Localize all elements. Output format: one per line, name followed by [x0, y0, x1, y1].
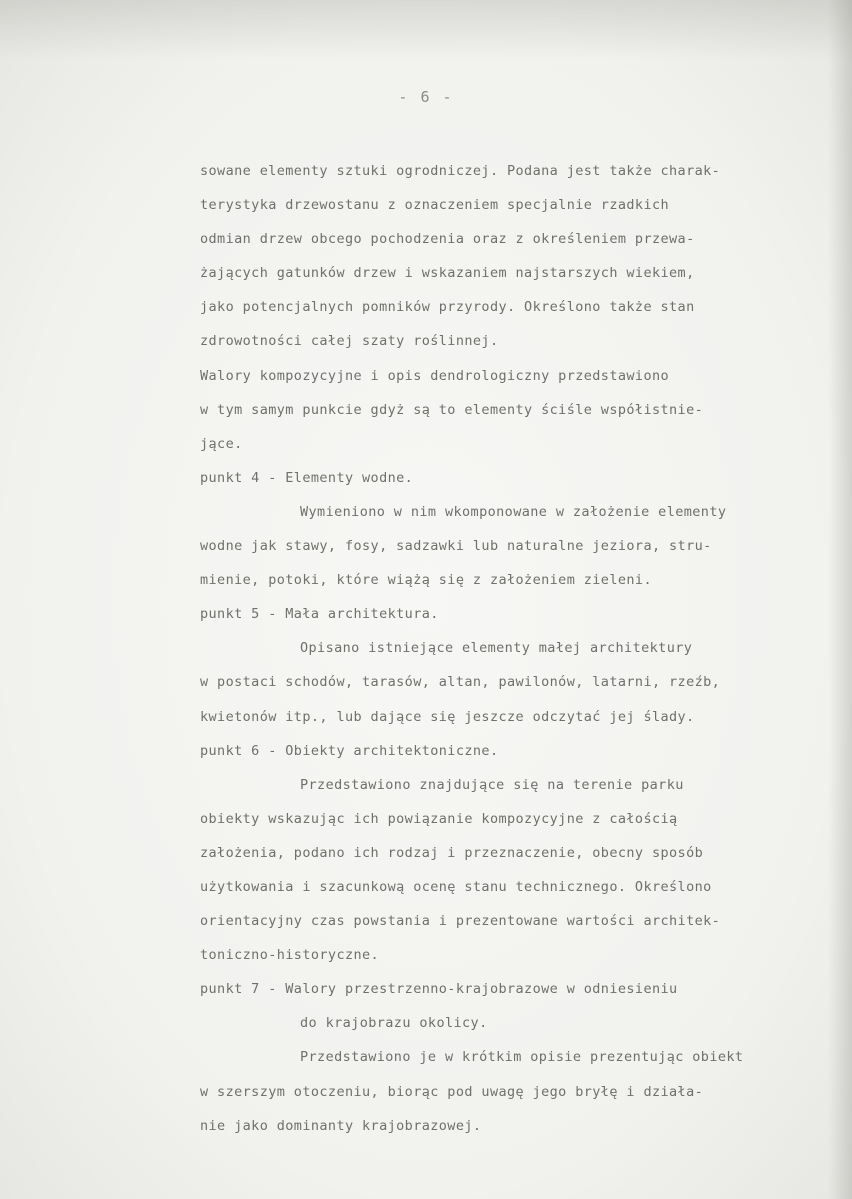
text-line: Przedstawiono je w krótkim opisie prezentując obiekt: [300, 1049, 744, 1066]
text-line: toniczno-historyczne.: [200, 947, 380, 964]
text-line: orientacyjny czas powstania i prezentowane wartości architek-: [200, 913, 721, 930]
text-line: punkt 7 - Walory przestrzenno-krajobrazowe w odniesieniu: [200, 981, 678, 998]
text-line: sowane elementy sztuki ogrodniczej. Podana jest także charak-: [200, 163, 721, 179]
text-line: kwietonów itp., lub dające się jeszcze odczytać jej ślady.: [200, 708, 695, 725]
text-line: Przedstawiono znajdujące się na terenie parku: [300, 776, 684, 793]
text-line: mienie, potoki, które wiążą się z założeniem zieleni.: [200, 572, 652, 589]
text-line: odmian drzew obcego pochodzenia oraz z określeniem przewa-: [200, 231, 695, 248]
text-line: założenia, podano ich rodzaj i przeznaczenie, obecny sposób: [200, 844, 704, 861]
text-line: jako potencjalnych pomników przyrody. Określono także stan: [200, 299, 695, 316]
text-line: Walory kompozycyjne i opis dendrologiczny przedstawiono: [200, 367, 670, 384]
text-line: w postaci schodów, tarasów, altan, pawilonów, latarni, rzeźb,: [200, 674, 721, 691]
text-line: w tym samym punkcie gdyż są to elementy ściśle współistnie-: [200, 401, 704, 418]
text-line: jące.: [200, 435, 243, 452]
text-line: zdrowotności całej szaty roślinnej.: [200, 333, 499, 350]
text-line: punkt 6 - Obiekty architektoniczne.: [200, 742, 499, 759]
text-line: użytkowania i szacunkową ocenę stanu technicznego. Określono: [200, 878, 712, 895]
body-text: [200, 154, 840, 1143]
text-line: terystyka drzewostanu z oznaczeniem specjalnie rzadkich: [200, 197, 670, 214]
text-line: obiekty wskazując ich powiązanie kompozycyjne z całością: [200, 810, 678, 827]
scan-shadow-top: [0, 0, 852, 60]
text-line: nie jako dominanty krajobrazowej.: [200, 1117, 482, 1134]
text-line: Opisano istniejące elementy małej architektury: [300, 640, 693, 657]
text-line: Wymieniono w nim wkomponowane w założenie elementy: [300, 503, 727, 520]
text-line: w szerszym otoczeniu, biorąc pod uwagę jego bryłę i działa-: [200, 1083, 704, 1100]
text-line: punkt 5 - Mała architektura.: [200, 606, 439, 623]
text-line: do krajobrazu okolicy.: [300, 1015, 488, 1032]
text-line: żających gatunków drzew i wskazaniem najstarszych wiekiem,: [200, 265, 695, 282]
page-number: - 6 -: [398, 88, 454, 106]
text-line: wodne jak stawy, fosy, sadzawki lub naturalne jeziora, stru-: [200, 538, 712, 555]
text-line: punkt 4 - Elementy wodne.: [200, 469, 414, 486]
